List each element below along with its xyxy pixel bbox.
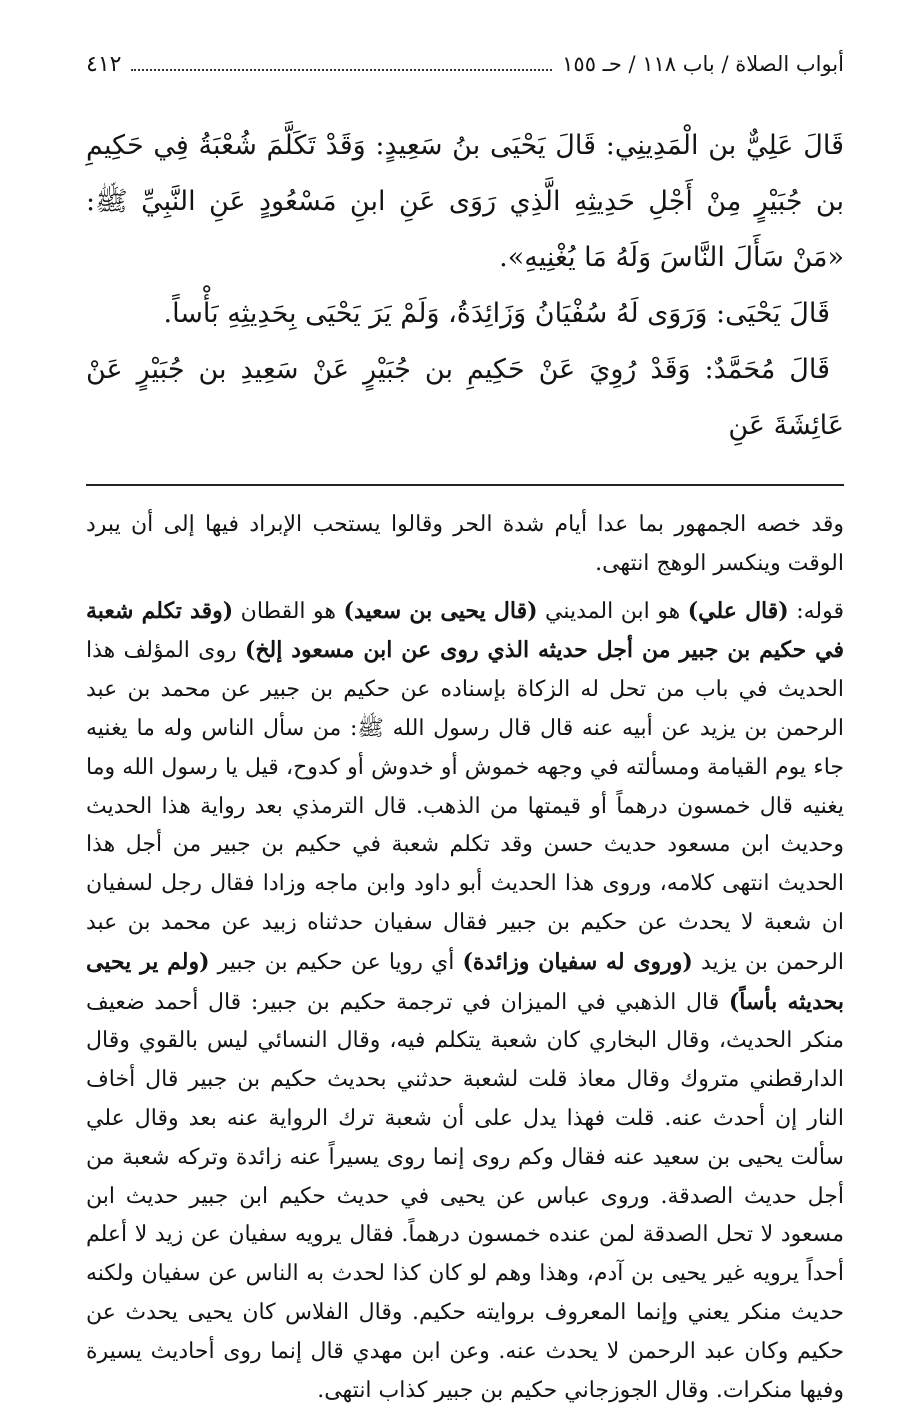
commentary-quote: (وروى له سفيان وزائدة) — [462, 948, 693, 975]
running-head — [121, 52, 844, 77]
main-paragraph-2: قَالَ يَحْيَى: وَرَوَى لَهُ سُفْيَانُ وَزَائِدَةُ، وَلَمْ يَرَ يَحْيَى بِحَدِيثِهِ بَأْساً. — [163, 298, 830, 329]
page-header — [86, 52, 844, 92]
commentary-paragraph-1: وقد خصه الجمهور بما عدا أيام شدة الحر وقالوا يستحب الإبراد فيها إلى أن يبرد الوقت وينكسر الوهج انتهى. — [86, 512, 844, 576]
main-paragraph-1: قَالَ عَلِيٌّ بن الْمَدِينِي: قَالَ يَحْيَى بنُ سَعِيدٍ: وَقَدْ تَكَلَّمَ شُعْبَةُ فِي حَكِيمِ بن جُبَيْرٍ مِنْ أَجْلِ حَدِيثِهِ الَّذِي رَوَى عَنِ ابنِ مَسْعُودٍ عَنِ النَّبِيِّ ﷺ: «مَنْ سَأَلَ النَّاسَ وَلَهُ مَا يُغْنِيهِ». — [86, 130, 844, 273]
commentary-text: هو ابن المديني — [537, 598, 688, 624]
page-number: ٤١٢ — [86, 52, 122, 77]
commentary-paragraph-2 — [86, 592, 844, 1410]
commentary-text: قوله: — [788, 598, 845, 624]
commentary-text: روى المؤلف هذا الحديث في باب من تحل له الزكاة بإسناده عن حكيم بن جبير عن محمد بن عبد الرحمن بن يزيد عن أبيه عنه قال قال رسول الله ﷺ: من سأل الناس وله ما يغنيه جاء يوم القيامة ومسألته في وجهه خموش أو خدوش أو كدوح، قيل يا رسول الله وما يغنيه قال خمسون درهماً أو قيمتها من الذهب. قال الترمذي بعد رواية هذا الحديث وحديث ابن مسعود حديث حسن وقد تكلم شعبة في حكيم بن جبير من أجل هذا الحديث انتهى كلامه، وروى هذا الحديث أبو داود وابن ماجه وزادا فقال رجل لسفيان ان شعبة لا يحدث عن حكيم بن جبير فقال سفيان حدثناه زبيد عن محمد بن عبد الرحمن بن يزيد — [86, 638, 845, 975]
commentary-quote: (قال علي) — [687, 597, 789, 624]
main-paragraph-3: قَالَ مُحَمَّدٌ: وَقَدْ رُوِيَ عَنْ حَكِيمِ بن جُبَيْرٍ عَنْ سَعِيدِ بن جُبَيْرٍ عَنْ عَائِشَةَ عَنِ — [86, 354, 844, 441]
commentary-quote: (وقد تكلم شعبة في حكيم بن جبير من أجل حديثه الذي روى عن ابن مسعود إلخ) — [86, 597, 844, 664]
commentary-text: قال الذهبي في الميزان في ترجمة حكيم بن جبير: قال أحمد ضعيف منكر الحديث، وقال البخاري كان شعبة يتكلم فيه، وقال النسائي ليس بالقوي وقال الدارقطني متروك وقال معاذ قلت لشعبة حدثني بحديث حكيم بن جبير قال أخاف النار إن أحدث عنه. قلت فهذا يدل على أن شعبة ترك الرواية عنه بعد وقال علي سألت يحيى بن سعيد عنه فقال وكم روى إنما روى يسيراً عنه زائدة وتركه شعبة من أجل حديث الصدقة. وروى عباس عن يحيى في حديث حكيم ابن جبير حديث ابن مسعود لا تحل الصدقة لمن عنده خمسون درهماً. فقال يرويه سفيان عن زيد لا أعلم أحداً يرويه غير يحيى بن آدم، وهذا وهم لو كان كذا لحدث به الناس عن سفيان ولكنه حديث منكر يعني وإنما المعروف بروايته حكيم. وقال الفلاس كان يحيى يحدث عن حكيم وكان عبد الرحمن لا يحدث عنه. وعن ابن مهدي قال إنما روى أحاديث يسيرة وفيها منكرات. وقال الجوزجاني حكيم بن جبير كذاب انتهى. — [86, 989, 844, 1403]
running-title: أبواب الصلاة / باب ١١٨ / حـ ١٥٥ — [562, 52, 844, 76]
commentary-text: هو القطان — [233, 598, 344, 624]
main-text — [86, 118, 844, 454]
commentary — [86, 506, 844, 1410]
footnote-separator — [86, 484, 844, 486]
commentary-quote: (ولم ير يحيى بحديثه بأساً) — [86, 948, 844, 1015]
commentary-text: أي رويا عن حكيم بن جبير — [209, 949, 463, 975]
commentary-quote: (قال يحيى بن سعيد) — [343, 597, 538, 624]
dotted-leader — [131, 68, 552, 71]
